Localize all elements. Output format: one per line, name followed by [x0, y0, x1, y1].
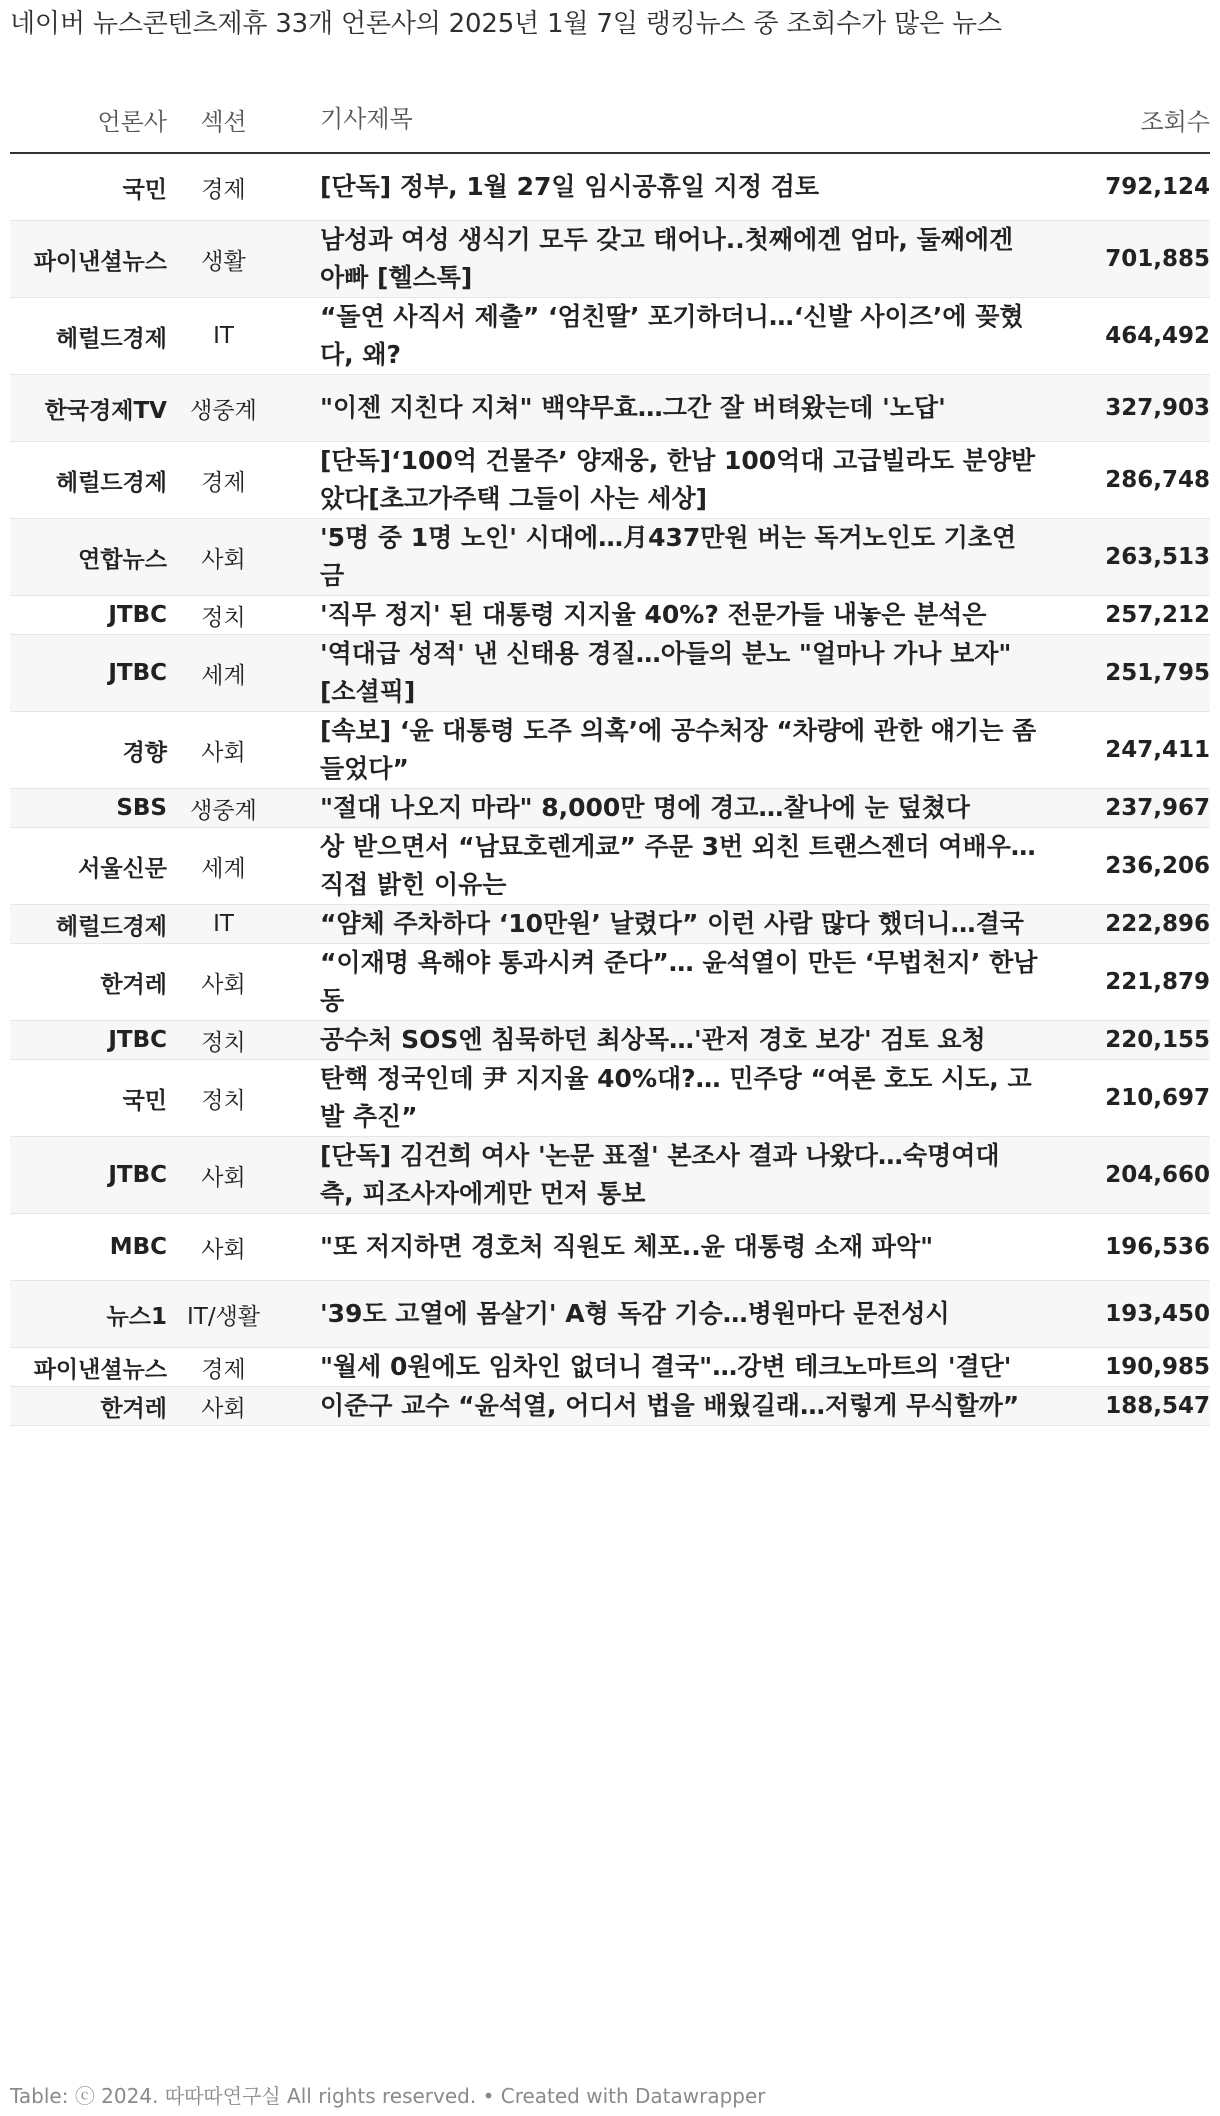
table-row: [10, 828, 1210, 905]
table-row: [10, 1281, 1210, 1348]
cell-headline[interactable]: 남성과 여성 생식기 모두 갖고 태어나..첫째에겐 엄마, 둘째에겐 아빠 [헬스톡]: [320, 221, 1040, 298]
cell-headline[interactable]: [단독] 정부, 1월 27일 임시공휴일 지정 검토: [320, 153, 1040, 221]
cell-headline[interactable]: 이준구 교수 “윤석열, 어디서 법을 배웠길래…저렇게 무식할까”: [320, 1387, 1040, 1426]
column-header-views[interactable]: 조회수: [1040, 86, 1210, 153]
cell-views: 464,492: [1040, 298, 1210, 375]
cell-views: 196,536: [1040, 1214, 1210, 1281]
table-row: [10, 1348, 1210, 1387]
cell-views: 222,896: [1040, 905, 1210, 944]
cell-publisher: 파이낸셜뉴스: [10, 1348, 167, 1387]
table-title: 네이버 뉴스콘텐츠제휴 33개 언론사의 2025년 1월 7일 랭킹뉴스 중 조회수가 많은 뉴스: [10, 9, 1002, 39]
cell-headline[interactable]: '역대급 성적' 낸 신태용 경질…아들의 분노 "얼마나 가나 보자" [소셜픽]: [320, 635, 1040, 712]
column-header-headline[interactable]: 기사제목: [320, 86, 1040, 153]
cell-views: 247,411: [1040, 712, 1210, 789]
cell-publisher: 한겨레: [10, 944, 167, 1021]
cell-headline[interactable]: "절대 나오지 마라" 8,000만 명에 경고…찰나에 눈 덮쳤다: [320, 789, 1040, 828]
table-row: [10, 1214, 1210, 1281]
cell-headline[interactable]: “얌체 주차하다 ‘10만원’ 날렸다” 이런 사람 많다 했더니…결국: [320, 905, 1040, 944]
news-ranking-table: [10, 86, 1210, 1426]
cell-section: 생중계: [167, 789, 280, 828]
column-header-section[interactable]: 섹션: [167, 86, 280, 153]
table-row: [10, 1060, 1210, 1137]
table-footer-credit: Table: ⓒ 2024. 따따따연구실 All rights reserved. • Created with Datawrapper: [10, 2084, 766, 2108]
table-row: [10, 944, 1210, 1021]
cell-spacer: [280, 375, 320, 442]
cell-publisher: 국민: [10, 153, 167, 221]
cell-views: 237,967: [1040, 789, 1210, 828]
cell-views: 221,879: [1040, 944, 1210, 1021]
cell-headline[interactable]: "또 저지하면 경호처 직원도 체포..윤 대통령 소재 파악": [320, 1214, 1040, 1281]
cell-section: 사회: [167, 1387, 280, 1426]
cell-section: IT/생활: [167, 1281, 280, 1348]
cell-spacer: [280, 1137, 320, 1214]
cell-views: 792,124: [1040, 153, 1210, 221]
cell-spacer: [280, 1214, 320, 1281]
cell-spacer: [280, 1348, 320, 1387]
table-row: [10, 1021, 1210, 1060]
table-row: [10, 905, 1210, 944]
cell-spacer: [280, 298, 320, 375]
cell-section: 사회: [167, 1214, 280, 1281]
cell-publisher: JTBC: [10, 596, 167, 635]
table-header-row: [10, 86, 1210, 153]
table-body: [10, 153, 1210, 1426]
cell-section: 정치: [167, 1060, 280, 1137]
cell-headline[interactable]: [속보] ‘윤 대통령 도주 의혹’에 공수처장 “차량에 관한 얘기는 좀 들었다”: [320, 712, 1040, 789]
cell-spacer: [280, 635, 320, 712]
cell-headline[interactable]: [단독] 김건희 여사 '논문 표절' 본조사 결과 나왔다…숙명여대 측, 피조사자에게만 먼저 통보: [320, 1137, 1040, 1214]
cell-headline[interactable]: '직무 정지' 된 대통령 지지율 40%? 전문가들 내놓은 분석은: [320, 596, 1040, 635]
cell-publisher: JTBC: [10, 635, 167, 712]
table-row: [10, 153, 1210, 221]
cell-headline[interactable]: "월세 0원에도 임차인 없더니 결국"…강변 테크노마트의 '결단': [320, 1348, 1040, 1387]
cell-views: 286,748: [1040, 442, 1210, 519]
cell-spacer: [280, 1281, 320, 1348]
cell-views: 220,155: [1040, 1021, 1210, 1060]
cell-headline[interactable]: 탄핵 정국인데 尹 지지율 40%대?… 민주당 “여론 호도 시도, 고발 추진”: [320, 1060, 1040, 1137]
cell-views: 257,212: [1040, 596, 1210, 635]
cell-spacer: [280, 1021, 320, 1060]
cell-spacer: [280, 153, 320, 221]
cell-spacer: [280, 519, 320, 596]
cell-publisher: JTBC: [10, 1021, 167, 1060]
cell-section: 정치: [167, 1021, 280, 1060]
table-row: [10, 1137, 1210, 1214]
cell-headline[interactable]: '39도 고열에 몸살기' A형 독감 기승…병원마다 문전성시: [320, 1281, 1040, 1348]
cell-spacer: [280, 596, 320, 635]
cell-section: 경제: [167, 1348, 280, 1387]
cell-publisher: 헤럴드경제: [10, 905, 167, 944]
cell-section: 경제: [167, 442, 280, 519]
cell-spacer: [280, 1387, 320, 1426]
cell-publisher: 헤럴드경제: [10, 298, 167, 375]
cell-views: 193,450: [1040, 1281, 1210, 1348]
cell-publisher: 헤럴드경제: [10, 442, 167, 519]
table-row: [10, 596, 1210, 635]
cell-section: 사회: [167, 1137, 280, 1214]
cell-publisher: JTBC: [10, 1137, 167, 1214]
cell-headline[interactable]: “이재명 욕해야 통과시켜 준다”… 윤석열이 만든 ‘무법천지’ 한남동: [320, 944, 1040, 1021]
cell-section: 사회: [167, 944, 280, 1021]
cell-publisher: 뉴스1: [10, 1281, 167, 1348]
cell-section: 사회: [167, 712, 280, 789]
cell-views: 204,660: [1040, 1137, 1210, 1214]
table-row: [10, 519, 1210, 596]
cell-publisher: 파이낸셜뉴스: [10, 221, 167, 298]
cell-views: 251,795: [1040, 635, 1210, 712]
cell-section: 생활: [167, 221, 280, 298]
table-row: [10, 635, 1210, 712]
cell-publisher: 국민: [10, 1060, 167, 1137]
cell-section: 세계: [167, 828, 280, 905]
column-header-publisher[interactable]: 언론사: [10, 86, 167, 153]
cell-headline[interactable]: “돌연 사직서 제출” ‘엄친딸’ 포기하더니…‘신발 사이즈’에 꽂혔다, 왜?: [320, 298, 1040, 375]
cell-spacer: [280, 221, 320, 298]
cell-views: 263,513: [1040, 519, 1210, 596]
table-row: [10, 375, 1210, 442]
cell-views: 188,547: [1040, 1387, 1210, 1426]
cell-spacer: [280, 905, 320, 944]
cell-publisher: MBC: [10, 1214, 167, 1281]
cell-section: 사회: [167, 519, 280, 596]
table-row: [10, 221, 1210, 298]
cell-views: 190,985: [1040, 1348, 1210, 1387]
cell-spacer: [280, 789, 320, 828]
cell-spacer: [280, 712, 320, 789]
cell-section: 경제: [167, 153, 280, 221]
cell-spacer: [280, 828, 320, 905]
table-row: [10, 712, 1210, 789]
cell-spacer: [280, 1060, 320, 1137]
cell-publisher: 서울신문: [10, 828, 167, 905]
cell-views: 236,206: [1040, 828, 1210, 905]
cell-spacer: [280, 442, 320, 519]
cell-publisher: 경향: [10, 712, 167, 789]
cell-views: 327,903: [1040, 375, 1210, 442]
column-spacer: [280, 86, 320, 153]
table-row: [10, 1387, 1210, 1426]
cell-section: 정치: [167, 596, 280, 635]
cell-headline[interactable]: '5명 중 1명 노인' 시대에…月437만원 버는 독거노인도 기초연금: [320, 519, 1040, 596]
cell-views: 210,697: [1040, 1060, 1210, 1137]
cell-section: 생중계: [167, 375, 280, 442]
cell-publisher: SBS: [10, 789, 167, 828]
cell-headline[interactable]: [단독]‘100억 건물주’ 양재웅, 한남 100억대 고급빌라도 분양받았다[초고가주택 그들이 사는 세상]: [320, 442, 1040, 519]
table-row: [10, 442, 1210, 519]
cell-section: 세계: [167, 635, 280, 712]
table-row: [10, 789, 1210, 828]
cell-section: IT: [167, 905, 280, 944]
table-row: [10, 298, 1210, 375]
cell-headline[interactable]: 공수처 SOS엔 침묵하던 최상목…'관저 경호 보강' 검토 요청: [320, 1021, 1040, 1060]
cell-publisher: 한국경제TV: [10, 375, 167, 442]
cell-section: IT: [167, 298, 280, 375]
cell-headline[interactable]: "이젠 지친다 지쳐" 백약무효…그간 잘 버텨왔는데 '노답': [320, 375, 1040, 442]
cell-publisher: 한겨레: [10, 1387, 167, 1426]
cell-views: 701,885: [1040, 221, 1210, 298]
cell-spacer: [280, 944, 320, 1021]
cell-headline[interactable]: 상 받으면서 “남묘호렌게쿄” 주문 3번 외친 트랜스젠더 여배우… 직접 밝힌 이유는: [320, 828, 1040, 905]
cell-publisher: 연합뉴스: [10, 519, 167, 596]
